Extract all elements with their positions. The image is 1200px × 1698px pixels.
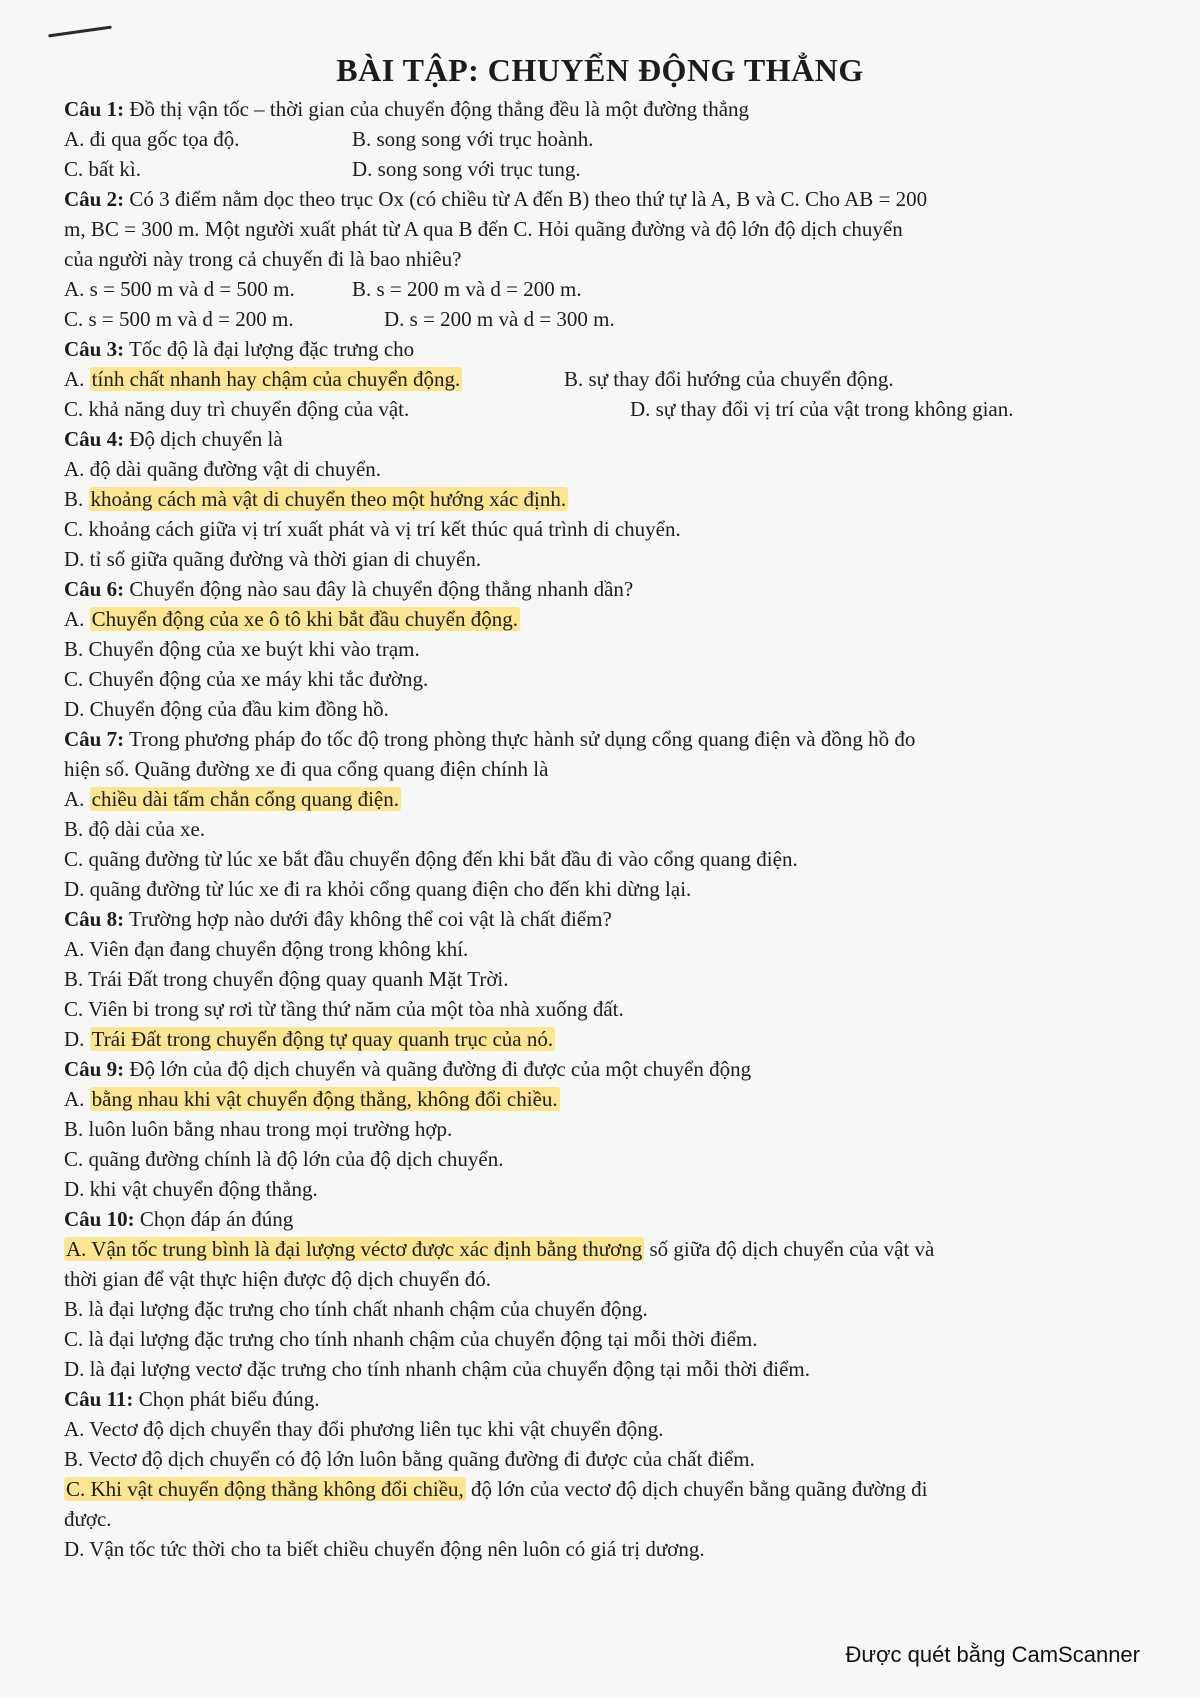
option-a: A. Viên đạn đang chuyển động trong không khí. <box>64 937 469 961</box>
question-text: Độ lớn của độ dịch chuyển và quãng đường đi được của một chuyển động <box>129 1057 752 1081</box>
question-1 <box>64 94 1144 124</box>
question-label: Câu 9: <box>64 1057 125 1081</box>
question-text-cont: của người này trong cả chuyến đi là bao nhiêu? <box>64 247 462 271</box>
option-a: A. độ dài quãng đường vật di chuyển. <box>64 457 382 481</box>
question-text: Trong phương pháp đo tốc độ trong phòng thực hành sử dụng cổng quang điện và đồng hồ đo <box>128 727 916 751</box>
question-label: Câu 6: <box>64 577 125 601</box>
option-b <box>64 484 1144 514</box>
highlighted-answer: tính chất nhanh hay chậm của chuyển động. <box>91 367 461 391</box>
highlighted-answer: Trái Đất trong chuyển động tự quay quanh trục của nó. <box>91 1027 554 1051</box>
options-row <box>64 124 1144 154</box>
option-d: D. s = 200 m và d = 300 m. <box>384 307 615 331</box>
question-7 <box>64 724 1144 754</box>
option-a: A. Vectơ độ dịch chuyển thay đổi phương liên tục khi vật chuyển động. <box>64 1417 664 1441</box>
question-label: Câu 4: <box>64 427 125 451</box>
option-c: C. Chuyển động của xe máy khi tắc đường. <box>64 667 429 691</box>
question-label: Câu 2: <box>64 187 125 211</box>
question-text: Chọn đáp án đúng <box>139 1207 294 1231</box>
options-row <box>64 154 1144 184</box>
option-a-cont: thời gian để vật thực hiện được độ dịch chuyển đó. <box>64 1267 491 1291</box>
option-c: C. là đại lượng đặc trưng cho tính nhanh chậm của chuyển động tại mỗi thời điểm. <box>64 1327 758 1351</box>
option-c: C. bất kì. <box>64 157 141 181</box>
option-c <box>64 1474 1144 1504</box>
option-c: C. s = 500 m và d = 200 m. <box>64 307 294 331</box>
question-text: Chọn phát biểu đúng. <box>138 1387 320 1411</box>
option-b: B. s = 200 m và d = 200 m. <box>352 277 582 301</box>
option-prefix: A. <box>64 787 90 811</box>
options-row <box>64 304 1144 334</box>
options-row <box>64 394 1144 424</box>
highlighted-answer: A. Vận tốc trung bình là đại lượng véctơ được xác định bằng thương <box>66 1237 643 1261</box>
highlighted-answer: C. Khi vật chuyển động thẳng không đổi chiều, <box>66 1477 464 1501</box>
option-b: B. là đại lượng đặc trưng cho tính chất nhanh chậm của chuyển động. <box>64 1297 648 1321</box>
option-b: B. song song với trục hoành. <box>352 127 594 151</box>
option-prefix: A. <box>64 367 90 391</box>
option-a <box>64 604 1144 634</box>
option-prefix: B. <box>64 487 89 511</box>
question-3 <box>64 334 1144 364</box>
option-d: D. Vận tốc tức thời cho ta biết chiều chuyển động nên luôn có giá trị dương. <box>64 1537 705 1561</box>
option-b: B. luôn luôn bằng nhau trong mọi trường hợp. <box>64 1117 453 1141</box>
question-8 <box>64 904 1144 934</box>
question-text: Trường hợp nào dưới đây không thể coi vật là chất điểm? <box>128 907 612 931</box>
question-label: Câu 8: <box>64 907 125 931</box>
option-d: D. khi vật chuyển động thẳng. <box>64 1177 318 1201</box>
option-d: D. là đại lượng vectơ đặc trưng cho tính nhanh chậm của chuyển động tại mỗi thời điểm. <box>64 1357 810 1381</box>
question-2 <box>64 184 1144 214</box>
options-row <box>64 364 1144 394</box>
question-11 <box>64 1384 1144 1414</box>
question-text-cont: m, BC = 300 m. Một người xuất phát từ A qua B đến C. Hỏi quãng đường và độ lớn độ dịch chuyển <box>64 217 903 241</box>
question-label: Câu 10: <box>64 1207 135 1231</box>
option-prefix: A. <box>64 607 90 631</box>
question-text: Độ dịch chuyển là <box>129 427 283 451</box>
option-b: B. sự thay đổi hướng của chuyển động. <box>564 367 894 391</box>
question-label: Câu 7: <box>64 727 125 751</box>
question-text: Có 3 điểm nằm dọc theo trục Ox (có chiều từ A đến B) theo thứ tự là A, B và C. Cho AB = 200 <box>129 187 928 211</box>
option-text: số giữa độ dịch chuyển của vật và <box>644 1237 935 1261</box>
question-label: Câu 1: <box>64 97 125 121</box>
question-4 <box>64 424 1144 454</box>
option-prefix: D. <box>64 1027 90 1051</box>
option-prefix: A. <box>64 1087 90 1111</box>
option-b: B. Vectơ độ dịch chuyển có độ lớn luôn bằng quãng đường đi được của chất điểm. <box>64 1447 755 1471</box>
option-c-cont: được. <box>64 1507 112 1531</box>
option-b: B. Trái Đất trong chuyển động quay quanh Mặt Trời. <box>64 967 509 991</box>
highlighted-answer: chiều dài tấm chắn cổng quang điện. <box>91 787 399 811</box>
option-c: C. quãng đường từ lúc xe bắt đầu chuyển động đến khi bắt đầu đi vào cổng quang điện. <box>64 847 798 871</box>
option-c: C. khả năng duy trì chuyển động của vật. <box>64 397 410 421</box>
option-a <box>64 1234 1144 1264</box>
option-d: D. quãng đường từ lúc xe đi ra khỏi cổng quang điện cho đến khi dừng lại. <box>64 877 692 901</box>
option-c: C. quãng đường chính là độ lớn của độ dịch chuyển. <box>64 1147 504 1171</box>
question-10 <box>64 1204 1144 1234</box>
option-b: B. độ dài của xe. <box>64 817 206 841</box>
option-a: A. đi qua gốc tọa độ. <box>64 127 240 151</box>
option-d: D. sự thay đổi vị trí của vật trong không gian. <box>630 397 1014 421</box>
question-9 <box>64 1054 1144 1084</box>
option-a <box>64 1084 1144 1114</box>
question-label: Câu 3: <box>64 337 125 361</box>
option-c: C. khoảng cách giữa vị trí xuất phát và vị trí kết thúc quá trình di chuyển. <box>64 517 681 541</box>
option-text: độ lớn của vectơ độ dịch chuyển bằng quãng đường đi <box>465 1477 928 1501</box>
option-d: D. tỉ số giữa quãng đường và thời gian di chuyển. <box>64 547 482 571</box>
option-d: D. Chuyển động của đầu kim đồng hồ. <box>64 697 389 721</box>
option-a <box>64 784 1144 814</box>
option-b: B. Chuyển động của xe buýt khi vào trạm. <box>64 637 420 661</box>
question-text-cont: hiện số. Quãng đường xe đi qua cổng quang điện chính là <box>64 757 549 781</box>
question-label: Câu 11: <box>64 1387 134 1411</box>
highlighted-answer: bằng nhau khi vật chuyển động thẳng, không đổi chiều. <box>91 1087 558 1111</box>
options-row <box>64 274 1144 304</box>
option-d: D. song song với trục tung. <box>352 157 581 181</box>
option-a: A. s = 500 m và d = 500 m. <box>64 277 295 301</box>
question-text: Tốc độ là đại lượng đặc trưng cho <box>128 337 415 361</box>
question-6 <box>64 574 1144 604</box>
option-d <box>64 1024 1144 1054</box>
pen-mark <box>48 26 112 38</box>
highlighted-answer: khoảng cách mà vật di chuyển theo một hướng xác định. <box>90 487 567 511</box>
question-text: Đồ thị vận tốc – thời gian của chuyển động thẳng đều là một đường thẳng <box>129 97 750 121</box>
highlighted-answer: Chuyển động của xe ô tô khi bắt đầu chuyển động. <box>91 607 518 631</box>
question-text: Chuyển động nào sau đây là chuyển động thẳng nhanh dần? <box>129 577 634 601</box>
option-c: C. Viên bi trong sự rơi từ tầng thứ năm của một tòa nhà xuống đất. <box>64 997 624 1021</box>
camscanner-watermark: Được quét bằng CamScanner <box>845 1642 1140 1667</box>
question-list <box>64 94 1144 1564</box>
page-title: BÀI TẬP: CHUYỂN ĐỘNG THẲNG <box>336 52 864 88</box>
option-a <box>64 364 564 394</box>
